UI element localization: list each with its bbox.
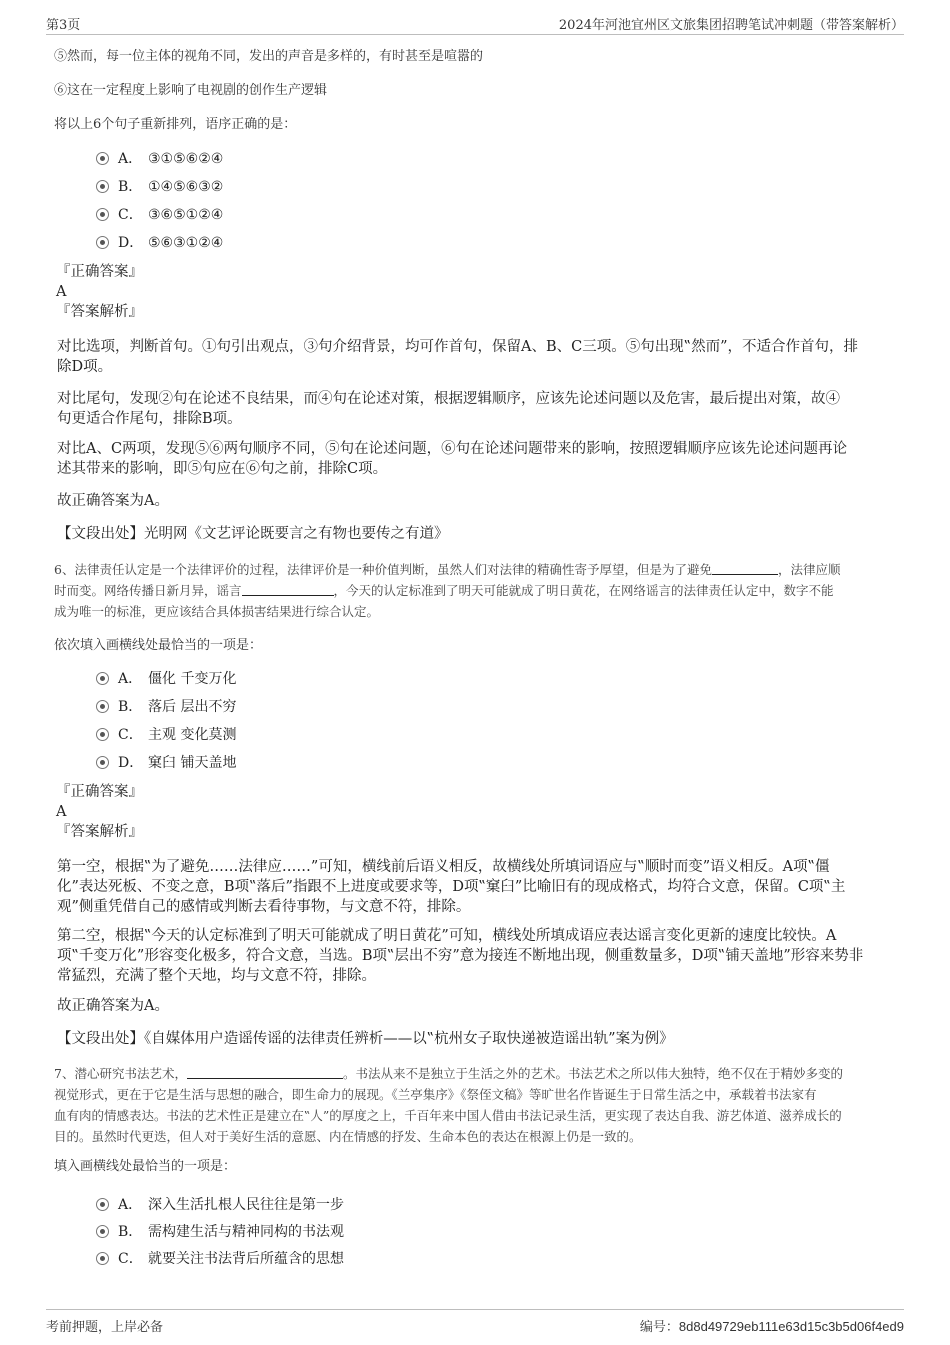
page-footer <box>46 1309 904 1338</box>
q6-option-d[interactable] <box>96 753 236 775</box>
footer-slogan: 考前押题，上岸必备 <box>46 1320 164 1335</box>
radio-icon[interactable] <box>96 1225 109 1238</box>
option-label: B． <box>118 179 143 195</box>
option-label: A． <box>118 671 143 687</box>
radio-icon[interactable] <box>96 180 109 193</box>
q7-stem-line-3: 血有肉的情感表达。书法的艺术性正是建立在‟人”的厚度之上，千百年来中国人借由书法记录生活，更实现了表达自我、游艺体道、滋养成长的 <box>54 1108 842 1123</box>
option-text: 深入生活扎根人民往往是第一步 <box>148 1197 344 1213</box>
q5-analysis-paragraph-3: 对比A、C两项，发现⑤⑥两句顺序不同，⑤句在论述问题，⑥句在论述问题带来的影响，按照逻辑顺序应该先论述问题再论 述其带来的影响，即⑤句应在⑥句之前，排除C项。 <box>57 441 848 477</box>
radio-icon[interactable] <box>96 756 109 769</box>
sentence-5: ⑤然而，每一位主体的视角不同，发出的声音是多样的，有时甚至是喧嚣的 <box>54 49 484 64</box>
option-text: ①④⑤⑥③② <box>148 179 224 195</box>
radio-icon[interactable] <box>96 236 109 249</box>
q5-option-b[interactable] <box>96 177 223 199</box>
q6-stem-line-3: 成为唯一的标准，更应该结合具体损害结果进行综合认定。 <box>54 604 380 619</box>
radio-icon[interactable] <box>96 672 109 685</box>
q6-stem-line-2: 时而变。网络传播日新月异，谣言 ，今天的认定标准到了明天可能就成了明日黄花，在网络谣言的法律责任认定中，数字不能 <box>54 583 834 598</box>
q6-source: 【文段出处】《自媒体用户造谣传谣的法律责任辨析——以‟杭州女子取快递被造谣出轨”案为例》 <box>57 1031 674 1047</box>
document-title: 2024年河池宜州区文旅集团招聘笔试冲刺题（带答案解析） <box>558 18 904 33</box>
radio-icon[interactable] <box>96 208 109 221</box>
q7-option-c[interactable] <box>96 1249 344 1271</box>
option-text: ③①⑤⑥②④ <box>148 151 224 167</box>
option-label: C． <box>118 727 143 743</box>
option-text: 僵化 千变万化 <box>148 671 237 687</box>
radio-icon[interactable] <box>96 700 109 713</box>
option-label: D． <box>118 755 144 771</box>
q5-analysis-paragraph-2: 对比尾句，发现②句在论述不良结果，而④句在论述对策，根据逻辑顺序，应该先论述问题以及危害，最后提出对策，故④ 句更适合作尾句，排除B项。 <box>57 391 840 427</box>
radio-icon[interactable] <box>96 1252 109 1265</box>
option-label: D． <box>118 235 144 251</box>
q7-stem-line-4: 目的。虽然时代更迭，但人对于美好生活的意愿、内在情感的抒发、生命本色的表达在根源上仍是一致的。 <box>54 1129 642 1144</box>
radio-icon[interactable] <box>96 1198 109 1211</box>
sentence-6: ⑥这在一定程度上影响了电视剧的创作生产逻辑 <box>54 83 328 98</box>
q5-conclusion: 故正确答案为A。 <box>57 493 169 509</box>
q6-option-b[interactable] <box>96 697 236 719</box>
q5-analysis-paragraph-1: 对比选项，判断首句。①句引出观点，③句介绍背景，均可作首句，保留A、B、C三项。⑤句出现‟然而”，不适合作首句，排 除D项。 <box>57 339 859 375</box>
page-number: 第3页 <box>46 18 81 33</box>
q7-option-a[interactable] <box>96 1195 344 1217</box>
q7-option-b[interactable] <box>96 1222 344 1244</box>
option-label: A． <box>118 1197 143 1213</box>
q6-option-a[interactable] <box>96 669 236 691</box>
q5-option-a[interactable] <box>96 149 223 171</box>
option-text: 落后 层出不穷 <box>148 699 237 715</box>
option-label: B． <box>118 1224 143 1240</box>
q6-answer: A <box>56 804 67 820</box>
q6-answer-heading: 『正确答案』 <box>56 784 143 800</box>
q5-source: 【文段出处】光明网《文艺评论既要言之有物也要传之有道》 <box>57 526 449 542</box>
q6-analysis-paragraph-2: 第二空，根据‟今天的认定标准到了明天可能就成了明日黄花”可知，横线处所填成语应表达谣言变化更新的速度比较快。A 项‟千变万化”形容变化极多，符合文意，当选。B项‟层出不穷”意为接连不断地出现，侧重数量多，D项‟铺天盖地”形容来势非 常猛烈，充满了整个天地，均与文意不符，排除。 <box>57 928 864 984</box>
option-label: C． <box>118 207 143 223</box>
option-label: C． <box>118 1251 143 1267</box>
q6-option-c[interactable] <box>96 725 236 747</box>
option-label: A． <box>118 151 143 167</box>
option-text: 需构建生活与精神同构的书法观 <box>148 1224 344 1240</box>
document-code: 编号：8d8d49729eb111e63d15c3b5d06f4ed9 <box>639 1319 904 1335</box>
q6-stem-line-1: 6、法律责任认定是一个法律评价的过程，法律评价是一种价值判断，虽然人们对法律的精确性寄予厚望，但是为了避免 ，法律应顺 <box>54 562 841 577</box>
answer-blank <box>712 562 778 575</box>
option-text: 窠臼 铺天盖地 <box>148 755 237 771</box>
q7-stem-line-1: 7、潜心研究书法艺术， 。书法从来不是独立于生活之外的艺术。书法艺术之所以伟大独特，绝不仅在于精妙多变的 <box>54 1066 843 1081</box>
answer-blank <box>242 583 334 596</box>
answer-blank <box>187 1066 343 1079</box>
option-text: ③⑥⑤①②④ <box>148 207 224 223</box>
q5-answer-heading: 『正确答案』 <box>56 264 143 280</box>
q5-prompt: 将以上6个句子重新排列，语序正确的是： <box>54 117 297 132</box>
q7-stem-line-2: 视觉形式，更在于它是生活与思想的融合，即生命力的展现。《兰亭集序》《祭侄文稿》等旷世名作皆诞生于日常生活之中，承载着书法家有 <box>54 1087 817 1102</box>
q6-conclusion: 故正确答案为A。 <box>57 998 169 1014</box>
q5-option-d[interactable] <box>96 233 223 255</box>
option-text: 主观 变化莫测 <box>148 727 237 743</box>
q6-prompt: 依次填入画横线处最恰当的一项是： <box>54 638 263 653</box>
option-label: B． <box>118 699 143 715</box>
page-header <box>46 14 904 35</box>
option-text: ⑤⑥③①②④ <box>148 235 224 251</box>
q5-analysis-heading: 『答案解析』 <box>56 304 143 320</box>
q5-answer: A <box>56 284 67 300</box>
q5-option-c[interactable] <box>96 205 223 227</box>
option-text: 就要关注书法背后所蕴含的思想 <box>148 1251 344 1267</box>
q6-analysis-paragraph-1: 第一空，根据‟为了避免……法律应……”可知，横线前后语义相反，故横线处所填词语应与‟顺时而变”语义相反。A项‟僵 化”表达死板、不变之意，B项‟落后”指跟不上进度或要求等，D项‟窠臼”比喻旧有的现成格式，均符合文意，保留。C项‟主 观”侧重凭借自己的感情或判断去看待事物，与文意不符，排除。 <box>57 859 846 915</box>
radio-icon[interactable] <box>96 152 109 165</box>
q6-analysis-heading: 『答案解析』 <box>56 824 143 840</box>
radio-icon[interactable] <box>96 728 109 741</box>
q7-prompt: 填入画横线处最恰当的一项是： <box>54 1159 237 1174</box>
